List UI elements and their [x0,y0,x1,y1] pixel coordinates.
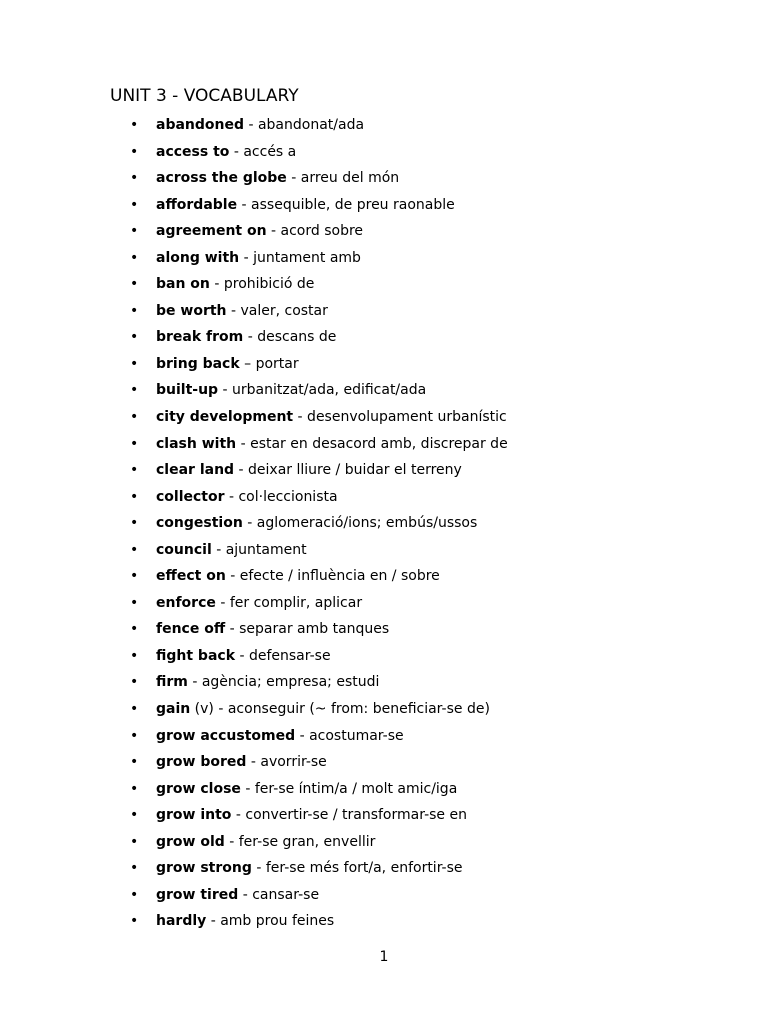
list-item [0,696,768,723]
bullet-icon: • [130,701,139,718]
list-item [0,192,768,219]
vocab-entry [156,510,477,537]
vocab-definition: - fer-se íntim/a / molt amic/iga [240,780,458,797]
vocab-definition: - prohibició de [209,276,315,293]
vocab-entry [156,351,299,378]
bullet-icon: • [130,488,139,505]
vocab-term: firm [156,674,188,691]
vocab-entry [156,431,508,458]
vocab-entry [156,723,404,750]
bullet-icon: • [130,913,139,930]
vocab-entry [156,245,361,272]
bullet-icon: • [130,249,139,266]
vocab-definition: - col·leccionista [224,488,338,505]
vocab-term: across the globe [156,170,287,187]
vocab-entry [156,643,331,670]
vocab-entry [156,802,467,829]
vocab-definition: - agència; empresa; estudi [187,674,380,691]
list-item [0,298,768,325]
vocab-term: be worth [156,302,227,319]
list-item [0,802,768,829]
vocab-definition: – portar [239,355,299,372]
vocab-entry [156,590,362,617]
vocab-definition: - separar amb tanques [225,621,390,638]
list-item [0,829,768,856]
vocab-entry [156,324,336,351]
vocab-entry [156,218,363,245]
vocab-term: fight back [156,647,236,664]
vocab-entry [156,112,364,139]
vocab-term: abandoned [156,117,245,133]
list-item [0,908,768,935]
list-item [0,776,768,803]
list-item [0,112,768,139]
bullet-icon: • [130,223,139,240]
bullet-icon: • [130,727,139,744]
vocab-term: built-up [156,382,219,399]
bullet-icon: • [130,435,139,452]
vocab-entry [156,563,440,590]
vocab-entry [156,537,307,564]
bullet-icon: • [130,568,139,585]
vocab-term: grow close [156,780,241,797]
vocab-entry [156,829,375,856]
vocab-definition: - deixar lliure / buidar el terreny [234,462,462,479]
vocab-definition: - descans de [243,329,337,346]
vocab-term: fence off [156,621,226,638]
list-item [0,245,768,272]
vocab-definition: - fer complir, aplicar [215,594,363,611]
list-item [0,669,768,696]
vocab-term: grow strong [156,860,252,877]
vocab-entry [156,696,490,723]
bullet-icon: • [130,409,139,426]
bullet-icon: • [130,674,139,691]
vocab-entry [156,271,314,298]
vocab-entry [156,882,319,909]
bullet-icon: • [130,833,139,850]
list-item [0,457,768,484]
bullet-icon: • [130,329,139,346]
bullet-icon: • [130,860,139,877]
vocab-definition: - fer-se gran, envellir [224,833,376,850]
list-item [0,749,768,776]
list-item [0,537,768,564]
vocab-term: gain [156,701,191,718]
vocab-entry [156,616,389,643]
list-item [0,882,768,909]
list-item [0,616,768,643]
vocab-term: break from [156,329,244,346]
vocab-term: grow accustomed [156,727,296,744]
list-item [0,723,768,750]
vocab-term: grow tired [156,886,239,903]
bullet-icon: • [130,541,139,558]
bullet-icon: • [130,143,139,160]
list-item [0,271,768,298]
page-number: 1 [379,949,389,965]
bullet-icon: • [130,302,139,319]
bullet-icon: • [130,196,139,213]
list-item [0,431,768,458]
vocab-definition: - urbanitzat/ada, edificat/ada [218,382,427,399]
vocab-entry [156,165,399,192]
list-item [0,484,768,511]
vocab-definition: - acord sobre [266,223,364,240]
vocab-term: clash with [156,435,237,452]
vocab-term: city development [156,409,294,426]
list-item [0,510,768,537]
vocab-definition: - amb prou feines [206,913,335,930]
vocab-definition: - desenvolupament urbanístic [293,409,507,426]
vocab-entry [156,192,455,219]
vocab-term: congestion [156,515,243,532]
vocab-entry [156,404,507,431]
vocab-term: bring back [156,355,240,372]
vocab-definition: - assequible, de preu raonable [237,196,455,213]
list-item [0,855,768,882]
vocab-term: along with [156,249,240,266]
bullet-icon: • [130,462,139,479]
vocab-definition: - valer, costar [226,302,328,319]
bullet-icon: • [130,515,139,532]
vocab-definition: - convertir-se / transformar-se en [231,807,467,824]
list-item [0,165,768,192]
vocab-entry [156,377,426,404]
vocab-definition: - efecte / influència en / sobre [225,568,440,585]
vocab-term: effect on [156,568,226,585]
vocab-term: grow old [156,833,225,850]
vocab-definition: - acostumar-se [295,727,404,744]
vocab-term: council [156,541,212,558]
vocab-term: hardly [156,913,207,930]
vocab-definition: - ajuntament [211,541,307,558]
vocabulary-list [0,112,768,935]
bullet-icon: • [130,647,139,664]
vocab-entry [156,776,457,803]
vocab-term: agreement on [156,223,267,240]
vocab-term: ban on [156,276,210,293]
vocab-definition: - juntament amb [239,249,361,266]
vocab-term: enforce [156,594,216,611]
vocab-definition: - abandonat/ada [244,117,365,133]
list-item [0,563,768,590]
vocab-entry [156,855,463,882]
bullet-icon: • [130,594,139,611]
bullet-icon: • [130,886,139,903]
vocab-term: access to [156,143,230,160]
vocab-definition: - aglomeració/ions; embús/ussos [242,515,478,532]
bullet-icon: • [130,780,139,797]
bullet-icon: • [130,355,139,372]
list-item [0,351,768,378]
bullet-icon: • [130,382,139,399]
vocab-term: grow into [156,807,232,824]
bullet-icon: • [130,807,139,824]
vocab-definition: - arreu del món [286,170,400,187]
vocab-entry [156,139,296,166]
vocab-definition: - accés a [229,143,297,160]
vocab-definition: (v) - aconseguir (~ from: beneficiar-se de) [190,701,490,718]
bullet-icon: • [130,621,139,638]
vocab-term: clear land [156,462,235,479]
page-title: UNIT 3 - VOCABULARY [110,86,299,106]
list-item [0,139,768,166]
vocab-definition: - defensar-se [235,647,331,664]
bullet-icon: • [130,276,139,293]
vocab-entry [156,457,462,484]
vocab-entry [156,484,338,511]
vocab-term: affordable [156,196,238,213]
list-item [0,218,768,245]
list-item [0,590,768,617]
vocab-term: grow bored [156,754,247,771]
vocab-definition: - fer-se més fort/a, enfortir-se [251,860,463,877]
vocab-definition: - estar en desacord amb, discrepar de [236,435,508,452]
bullet-icon: • [130,170,139,187]
list-item [0,377,768,404]
vocab-definition: - avorrir-se [246,754,327,771]
list-item [0,643,768,670]
vocab-entry [156,669,379,696]
vocab-definition: - cansar-se [238,886,320,903]
vocab-entry [156,908,334,935]
list-item [0,324,768,351]
vocab-term: collector [156,488,225,505]
bullet-icon: • [130,754,139,771]
vocab-entry [156,298,328,325]
bullet-icon: • [130,117,139,133]
list-item [0,404,768,431]
vocab-entry [156,749,327,776]
